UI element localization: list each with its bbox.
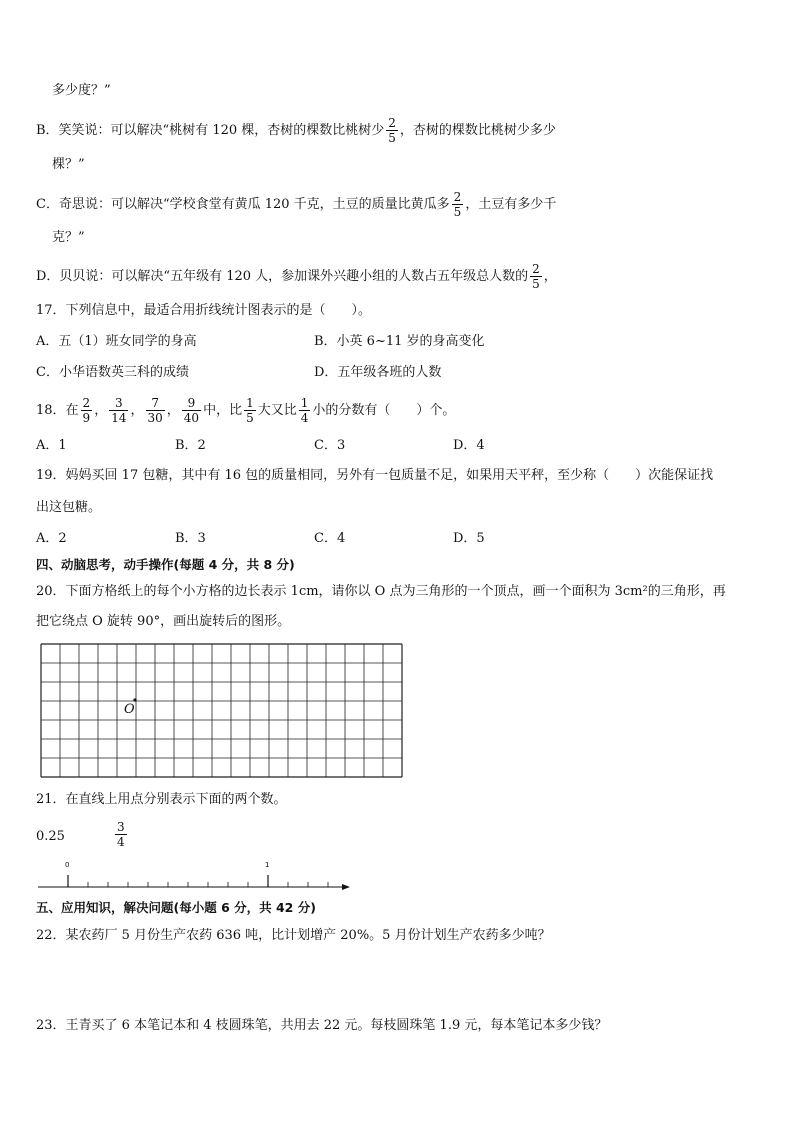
q19-option-a: A．2: [36, 531, 67, 546]
q20-grid-paper[interactable]: [40, 643, 422, 783]
q18-mid-text-2: 大又比: [257, 403, 297, 418]
fraction-denominator: 5: [453, 205, 462, 219]
q17-option-c: C．小华语数英三科的成绩: [36, 365, 189, 380]
q16-b-continuation: 棵？”: [52, 157, 85, 172]
q16-option-c: [36, 190, 556, 219]
q18-fraction-2: [109, 396, 128, 425]
q18-separator: ，: [166, 403, 180, 418]
q18-option-a: A．1: [36, 438, 67, 453]
grid-lines: [41, 644, 402, 777]
q18-suffix: 小的分数有（ ）个。: [312, 403, 456, 418]
q19-stem-line-2: 出这包糖。: [36, 500, 102, 515]
q16-b-text-post: ，杏树的棵数比桃树少多少: [399, 123, 556, 138]
q21-fraction: [115, 820, 127, 849]
fraction-numerator: 1: [246, 396, 254, 410]
q17-option-b: B．小英 6~11 岁的身高变化: [314, 334, 485, 349]
fraction-denominator: 5: [246, 411, 254, 425]
number-line-svg: [36, 855, 356, 895]
q22-stem: 22．某农药厂 5 月份生产农药 636 吨，比计划增产 20%。5 月份计划生产农药多少吨？: [36, 928, 551, 943]
q18-option-c: C．3: [314, 438, 346, 453]
q16-b-fraction: [386, 116, 398, 145]
q23-stem: 23．王青买了 6 本笔记本和 4 枝圆珠笔，共用去 22 元。每枝圆珠笔 1.9 元，每本笔记本多少钱？: [36, 1018, 608, 1033]
q18-fraction-1: [81, 396, 93, 425]
q17-option-d: D．五年级各班的人数: [314, 365, 442, 380]
q18-option-b: B．2: [175, 438, 206, 453]
q21-stem: 21．在直线上用点分别表示下面的两个数。: [36, 792, 287, 807]
q18-mid-text-1: 中，比: [203, 403, 243, 418]
q18-fraction-3: [146, 396, 165, 425]
q16-b-text-pre: B．笑笑说：可以解决“桃树有 120 棵，杏树的棵数比桃树少: [36, 123, 385, 138]
q16-c-fraction: [452, 190, 464, 219]
q21-number-line[interactable]: [36, 855, 356, 899]
q16-c-text-pre: C．奇思说：可以解决“学校食堂有黄瓜 120 千克，土豆的质量比黄瓜多: [36, 197, 450, 212]
section-5-title: 五、应用知识，解决问题(每小题 6 分，共 42 分): [36, 900, 316, 915]
fraction-numerator: 7: [146, 396, 165, 411]
q16-c-continuation: 克？”: [52, 230, 85, 245]
q18-separator: ，: [94, 403, 108, 418]
fraction-denominator: 5: [388, 131, 396, 145]
fraction-denominator: 5: [532, 277, 540, 291]
q20-stem-line-1: 20．下面方格纸上的每个小方格的边长表示 1cm，请你以 O 点为三角形的一个顶点，画一个面积为 3cm²的三角形，再: [36, 584, 726, 599]
q19-option-d: D．5: [453, 531, 485, 546]
q21-number-decimal: 0.25: [36, 829, 65, 844]
fraction-denominator: 30: [147, 411, 163, 425]
point-o-label: O: [124, 702, 135, 717]
q18-fraction-4: [182, 396, 201, 425]
fraction-denominator: 40: [183, 411, 200, 425]
fraction-numerator: 2: [82, 396, 91, 410]
q16-a-continuation: 多少度？”: [52, 83, 111, 98]
fraction-numerator: 9: [182, 396, 201, 411]
q21-number-fraction: [113, 820, 129, 849]
q16-option-b: [36, 116, 556, 145]
q19-stem-line-1: 19．妈妈买回 17 包糖，其中有 16 包的质量相同，另外有一包质量不足，如果用天平秤，至少称（ ）次能保证找: [36, 468, 714, 483]
q18-stem: [36, 396, 455, 425]
fraction-numerator: 2: [532, 262, 540, 276]
q20-stem-line-2: 把它绕点 O 旋转 90°，画出旋转后的图形。: [36, 614, 291, 629]
q16-c-text-post: ，土豆有多少千: [465, 197, 557, 212]
q16-option-d: [36, 262, 557, 291]
fraction-denominator: 14: [111, 411, 127, 425]
fraction-numerator: 1: [300, 396, 309, 410]
q18-option-d: D．4: [453, 438, 485, 453]
q16-d-text-pre: D．贝贝说：可以解决“五年级有 120 人，参加课外兴趣小组的人数占五年级总人数的: [36, 269, 529, 284]
q17-stem: 17．下列信息中，最适合用折线统计图表示的是（ ）。: [36, 303, 372, 318]
fraction-denominator: 4: [300, 411, 309, 425]
fraction-numerator: 3: [117, 820, 125, 834]
fraction-numerator: 3: [109, 396, 128, 411]
q18-fraction-upper: [299, 396, 311, 425]
q16-d-fraction: [530, 262, 542, 291]
q18-prefix: 18．在: [36, 403, 79, 418]
grid-svg: [40, 643, 422, 779]
number-line-ticks: [68, 875, 328, 887]
q18-fraction-lower: [244, 396, 256, 425]
q19-option-c: C．4: [314, 531, 346, 546]
fraction-numerator: 2: [453, 190, 462, 204]
q18-separator: ，: [130, 403, 144, 418]
q17-option-a: A．五（1）班女同学的身高: [36, 334, 197, 349]
tick-label-1: 1: [265, 861, 270, 869]
number-line-arrow-icon: [342, 884, 350, 890]
q19-option-b: B．3: [175, 531, 206, 546]
fraction-denominator: 4: [117, 835, 125, 849]
section-4-title: 四、动脑思考，动手操作(每题 4 分，共 8 分): [36, 557, 295, 572]
q16-d-text-post: ，: [543, 269, 557, 284]
fraction-denominator: 9: [82, 411, 91, 425]
fraction-numerator: 2: [388, 116, 396, 130]
tick-label-0: 0: [65, 861, 70, 869]
